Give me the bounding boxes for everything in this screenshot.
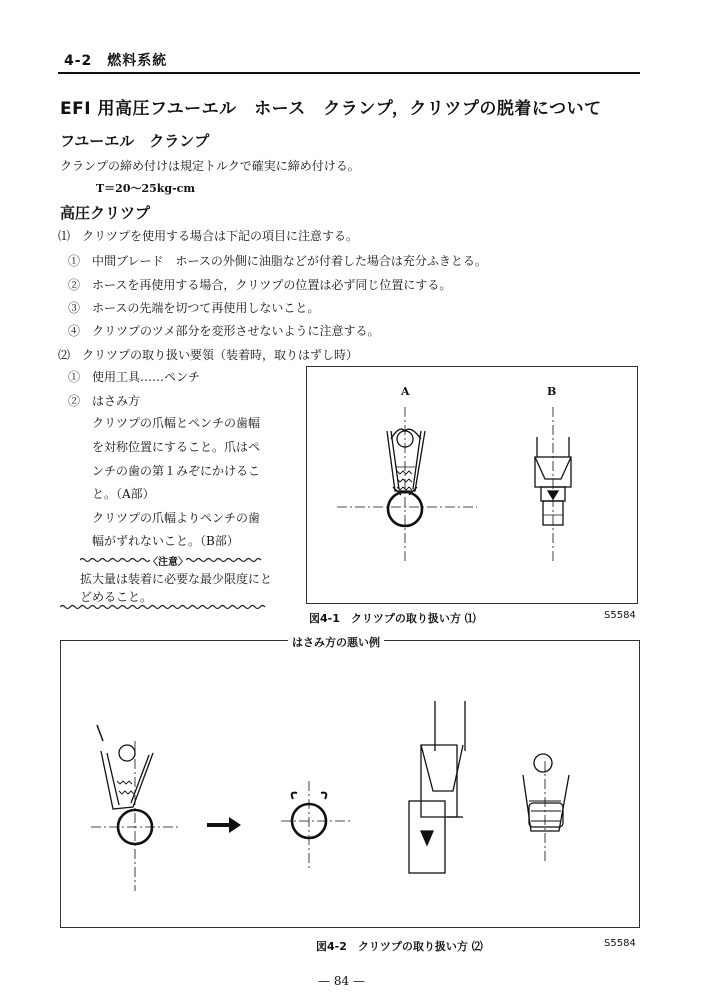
item2-label: ⑵ クリツプの取り扱い要領（装着時，取りはずし時） (58, 348, 359, 362)
heading-fuel-clamp: フユーエル クランプ (60, 132, 210, 150)
figure-4-1-caption: 図4-1 クリツプの取り扱い方 ⑴ (309, 612, 476, 625)
method-line: クリツプの爪幅よりペンチの歯 (92, 511, 261, 525)
arrow-icon (207, 817, 241, 833)
figure-4-1-code: S5584 (604, 610, 636, 621)
note-title: 〈注意〉 (148, 557, 188, 568)
figure-4-2-code: S5584 (604, 938, 636, 949)
item1-label: ⑴ クリツプを使用する場合は下記の項目に注意する。 (58, 229, 359, 243)
note-line: 拡大量は装着に必要な最少限度にと (80, 572, 273, 586)
header-rule (58, 72, 640, 74)
heading-high-pressure-clip: 高圧クリツプ (60, 204, 151, 222)
figure-4-1-box (306, 366, 638, 604)
page-title: EFI 用高圧フユーエル ホース クランプ，クリツプの脱着について (60, 99, 602, 119)
item2-method: ② はさみ方 (68, 394, 141, 408)
figure-4-2-box (60, 640, 640, 928)
label-b: B (547, 385, 557, 398)
torque-formula: T＝20～25kg-cm (96, 182, 196, 195)
figure-4-2-heading: はさみ方の悪い例 (288, 634, 384, 650)
method-line: ンチの歯の第１みぞにかけるこ (92, 464, 261, 478)
page-number: — 84 — (318, 974, 365, 988)
figure-4-2-caption: 図4-2 クリツプの取り扱い方 ⑵ (316, 940, 483, 953)
item1-sub3: ③ ホースの先端を切つて再使用しないこと。 (68, 301, 320, 315)
clamp-text: クランプの締め付けは規定トルクで確実に締め付ける。 (60, 159, 360, 173)
note-wavy-left (80, 557, 150, 563)
note-line: どめること。 (80, 590, 153, 604)
note-wavy-bottom (60, 604, 266, 610)
label-a: A (401, 385, 410, 398)
method-line: クリツプの爪幅とペンチの歯幅 (92, 416, 261, 430)
method-line: 幅がずれないこと。（B部） (92, 534, 239, 548)
item2-tool: ① 使用工具……ペンチ (68, 370, 201, 384)
clip-pliers-diagram-a-b (307, 367, 637, 603)
note-wavy-right (186, 557, 262, 563)
bad-pinching-examples-diagram (61, 641, 639, 927)
item1-sub2: ② ホースを再使用する場合，クリツプの位置は必ず同じ位置にする。 (68, 278, 452, 292)
method-line: と。（A部） (92, 487, 155, 501)
method-line: を対称位置にすること。爪はペ (92, 440, 261, 454)
section-header: 4-2 燃料系統 (64, 53, 168, 69)
item1-sub4: ④ クリツプのツメ部分を変形させないように注意する。 (68, 324, 380, 338)
item1-sub1: ① 中間ブレード ホースの外側に油脂などが付着した場合は充分ふきとる。 (68, 254, 487, 268)
